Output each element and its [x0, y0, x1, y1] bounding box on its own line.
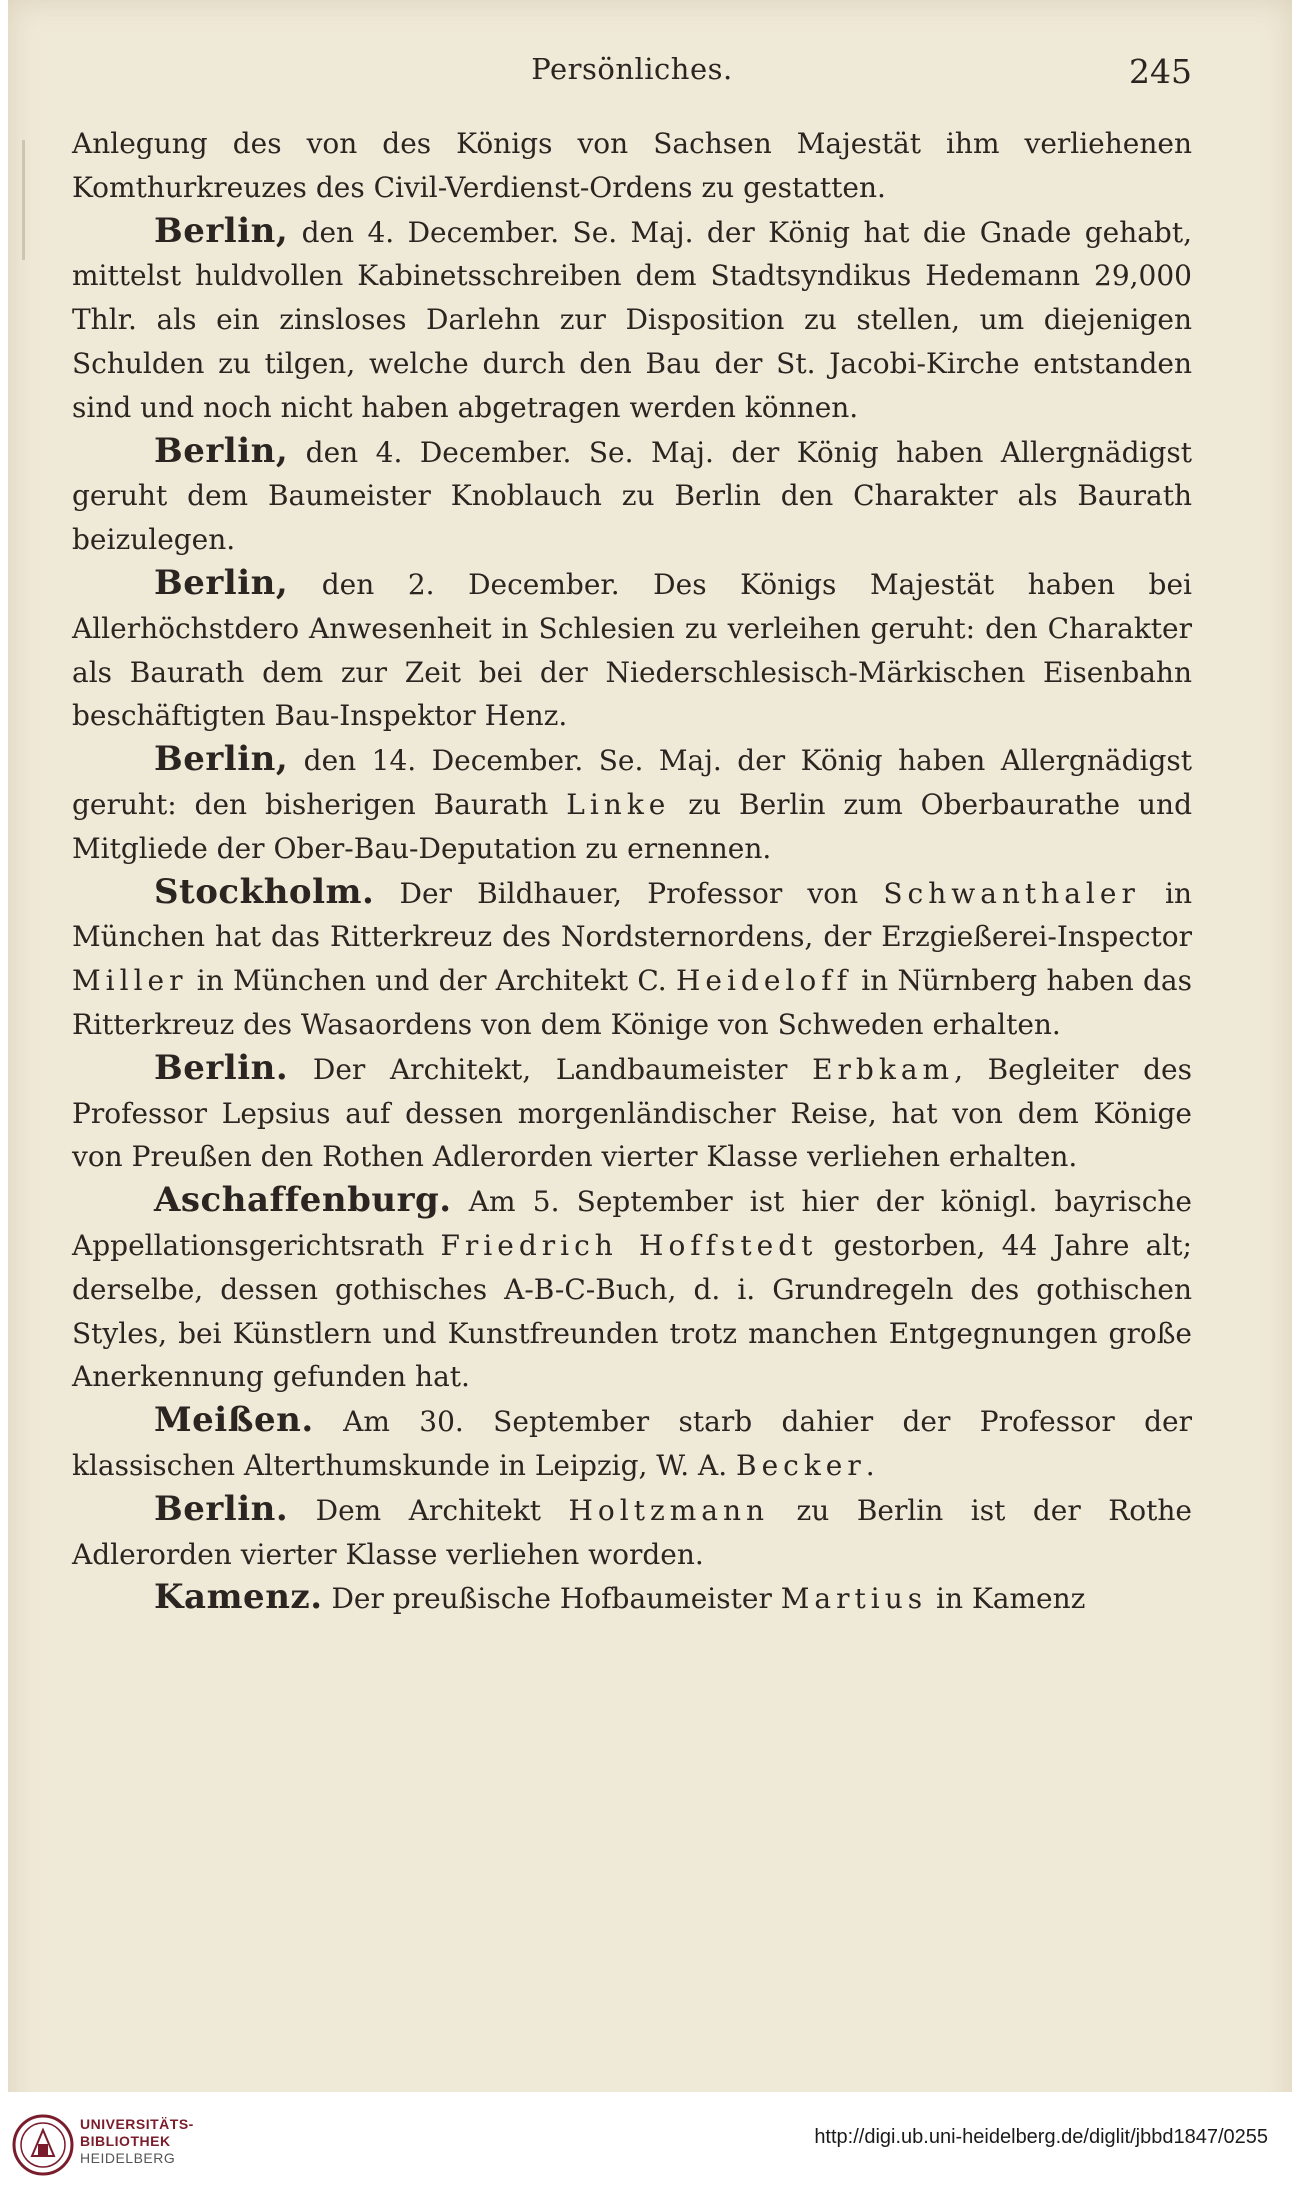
paragraph-berlin-linke [72, 738, 1192, 870]
paragraph-berlin-holtzmann [72, 1488, 1192, 1577]
paragraph-text: den 4. December. Se. Maj. der König hat die Gnade gehabt, mittelst huldvollen Kabinetsschreiben dem Stadtsyndikus Hedemann 29,000 Thlr. als ein zinsloses Darlehn zur Disposition zu stellen, um diejenigen Schulden zu tilgen, welche durch den Bau der St. Jacobi-Kirche entstanden sind und noch nicht haben abgetragen werden können. [72, 215, 1192, 424]
place-name: Meißen. [154, 1400, 314, 1441]
library-name-line: BIBLIOTHEK [80, 2133, 171, 2149]
paragraph-komthurkreuz [72, 122, 1192, 210]
place-name: Kamenz. [154, 1577, 323, 1618]
paragraph-kamenz [72, 1576, 1192, 1621]
paragraph-text: den 4. December. Se. Maj. der König haben Allergnädigst geruht dem Baumeister Knoblauch zu Berlin den Charakter als Baurath beizulegen. [72, 435, 1192, 557]
university-seal-icon [12, 2114, 74, 2176]
library-name [80, 2116, 194, 2167]
paragraph-text: Der Bildhauer, Professor von [374, 876, 884, 910]
permalink-url[interactable]: http://digi.ub.uni-heidelberg.de/diglit/jbbd1847/0255 [814, 2126, 1268, 2148]
paragraph-text: , Begleiter des Professor Lepsius auf dessen morgenländischer Reise, hat von dem Könige von Preußen den Rothen Adlerorden vierter Klasse verliehen erhalten. [72, 1052, 1192, 1174]
paragraph-text: Am 5. September ist hier der königl. bayrische Appellationsgerichtsrath [72, 1185, 1192, 1262]
spaced-name: Heideloff [675, 964, 852, 998]
place-name: Stockholm. [154, 871, 375, 912]
spaced-name: Schwanthaler [883, 876, 1140, 910]
paragraph-text: den 14. December. Se. Maj. der König haben Allergnädigst geruht: den bisherigen Baurath [72, 744, 1192, 821]
library-name-line: HEIDELBERG [80, 2150, 176, 2166]
paragraph-berlin-hedemann [72, 210, 1192, 430]
place-name: Berlin. [154, 1488, 289, 1529]
paragraph-meissen [72, 1399, 1192, 1488]
paragraph-text: zu Berlin ist der Rothe Adlerorden vierter Klasse verliehen worden. [72, 1493, 1192, 1571]
paragraph-text: Der Architekt, Landbaumeister [288, 1052, 813, 1086]
paragraph-text: Dem Architekt [288, 1493, 569, 1527]
spaced-name: Becker [736, 1448, 866, 1482]
paragraph-text: . [865, 1448, 875, 1482]
paragraph-text: in Nürnberg haben das Ritterkreuz des Wasaordens von dem Könige von Schweden erhalten. [72, 964, 1192, 1041]
paragraph-text: in München hat das Ritterkreuz des Nordsternordens, der Erzgießerei-Inspector [72, 876, 1193, 954]
place-name: Berlin, [154, 430, 289, 471]
scanned-page [8, 0, 1292, 2201]
paragraph-text: zu Berlin zum Oberbaurathe und Mitgliede der Ober-Bau-Deputation zu ernennen. [72, 787, 1192, 865]
paragraph-berlin-erbkam [72, 1047, 1192, 1179]
spaced-name: Friedrich Hoffstedt [440, 1228, 818, 1262]
spaced-name: Holtzmann [568, 1493, 770, 1527]
paragraph-text: den 2. December. Des Königs Majestät haben bei Allerhöchstdero Anwesenheit in Schlesien zu verleihen geruht: den Charakter als Baurath dem zur Zeit bei der Niederschlesisch-Märkischen Eisenbahn beschäftigten Bau-Inspektor Henz. [72, 567, 1192, 733]
viewer-footer [0, 2092, 1298, 2201]
paragraph-berlin-henz [72, 562, 1192, 738]
place-name: Berlin. [154, 1047, 289, 1088]
paragraph-text: Anlegung des von des Königs von Sachsen Majestät ihm verliehenen Komthurkreuzes des Civil-Verdienst-Ordens zu gestatten. [72, 127, 1192, 204]
page-header [72, 52, 1192, 98]
paragraph-stockholm [72, 871, 1192, 1047]
paragraph-text: in München und der Architekt C. [187, 964, 676, 998]
paragraph-text: Der preußische Hofbaumeister [322, 1582, 781, 1616]
spaced-name: Linke [566, 787, 671, 821]
paragraph-aschaffenburg [72, 1179, 1192, 1399]
paragraph-text: in Kamenz [927, 1582, 1086, 1616]
body-text [72, 122, 1192, 1621]
place-name: Aschaffenburg. [154, 1180, 452, 1221]
place-name: Berlin, [154, 562, 289, 603]
place-name: Berlin, [154, 739, 289, 780]
library-name-line: UNIVERSITÄTS- [80, 2116, 194, 2132]
spaced-name: Martius [780, 1582, 928, 1616]
running-head: Persönliches. [531, 52, 733, 86]
place-name: Berlin, [154, 210, 289, 251]
paragraph-text: Am 30. September starb dahier der Professor der klassischen Alterthumskunde in Leipzig, W. A. [72, 1405, 1192, 1482]
paragraph-text: gestorben, 44 Jahre alt; derselbe, dessen gothisches A-B-C-Buch, d. i. Grundregeln des gothischen Styles, bei Künstlern und Kunstfreunden trotz manchen Entgegnungen große Anerkennung gefunden hat. [72, 1228, 1192, 1394]
paragraph-berlin-knoblauch [72, 430, 1192, 562]
spaced-name: Erbkam [812, 1052, 955, 1086]
spaced-name: Miller [72, 964, 188, 998]
page-number: 245 [1129, 52, 1192, 91]
